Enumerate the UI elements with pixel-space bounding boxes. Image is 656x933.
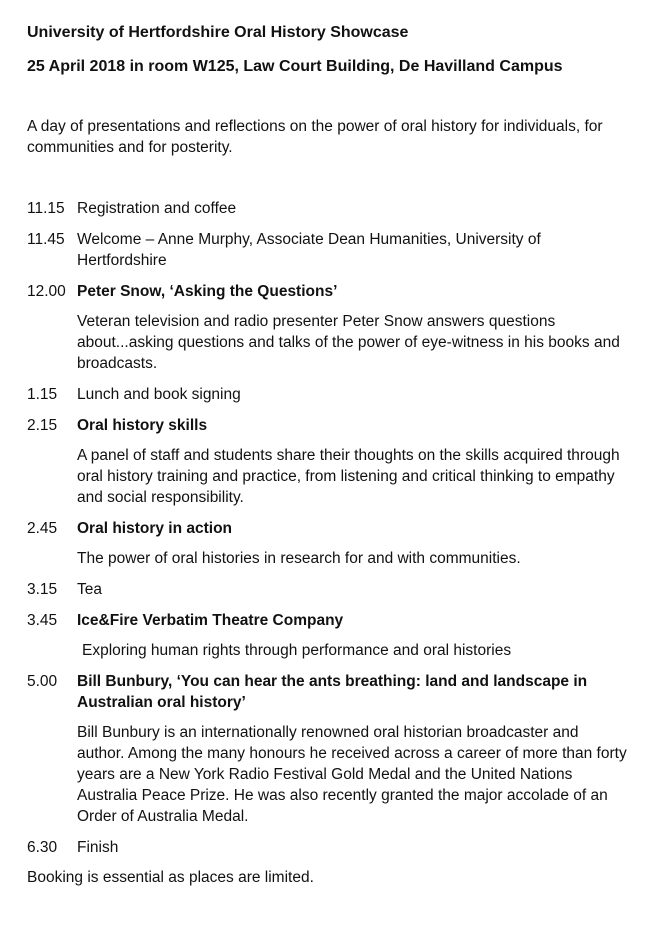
schedule-item — [27, 579, 636, 600]
schedule-title: Ice&Fire Verbatim Theatre Company — [77, 612, 344, 629]
schedule-item — [27, 229, 636, 271]
schedule-time: 2.45 — [27, 520, 58, 537]
event-date-location: 25 April 2018 in room W125, Law Court Building, De Havilland Campus — [27, 58, 563, 75]
schedule-title: Registration and coffee — [77, 200, 237, 217]
schedule-description: The power of oral histories in research for and with communities. — [77, 550, 521, 567]
schedule-description: Exploring human rights through performance and oral histories — [82, 642, 512, 659]
schedule-item — [27, 837, 636, 858]
schedule-title: Welcome – Anne Murphy, Associate Dean Humanities, University of Hertfordshire — [77, 231, 541, 269]
schedule-time: 3.45 — [27, 612, 58, 629]
schedule-time: 5.00 — [27, 673, 58, 690]
intro-paragraph: A day of presentations and reflections on the power of oral history for individuals, for communities and for posterity. — [27, 118, 603, 156]
booking-note: Booking is essential as places are limited. — [27, 869, 314, 886]
schedule-title: Oral history skills — [77, 417, 208, 434]
schedule-time: 6.30 — [27, 839, 58, 856]
schedule-title: Finish — [77, 839, 119, 856]
schedule-description: Bill Bunbury is an internationally renowned oral historian broadcaster and author. Among the many honours he received across a career of more than forty years are a New York Radio Festival Gold Medal and the United Nations Australia Peace Prize. He was also recently granted the major accolade of an Order of Australia Medal. — [77, 724, 627, 825]
schedule — [27, 198, 636, 858]
schedule-time: 1.15 — [27, 386, 58, 403]
schedule-title: Lunch and book signing — [77, 386, 241, 403]
schedule-title: Peter Snow, ‘Asking the Questions’ — [77, 283, 338, 300]
document-title: University of Hertfordshire Oral History Showcase — [27, 24, 409, 41]
schedule-item — [27, 610, 636, 631]
schedule-title: Tea — [77, 581, 102, 598]
schedule-time: 11.45 — [27, 231, 65, 248]
schedule-item — [27, 671, 636, 713]
schedule-time: 3.15 — [27, 581, 58, 598]
schedule-item — [27, 281, 636, 302]
schedule-item — [27, 198, 636, 219]
schedule-time: 12.00 — [27, 283, 66, 300]
schedule-item — [27, 518, 636, 539]
schedule-item — [27, 384, 636, 405]
schedule-item — [27, 415, 636, 436]
schedule-time: 11.15 — [27, 200, 65, 217]
schedule-title: Oral history in action — [77, 520, 233, 537]
schedule-time: 2.15 — [27, 417, 58, 434]
schedule-description: A panel of staff and students share their thoughts on the skills acquired through oral history training and practice, from listening and critical thinking to empathy and social responsibility. — [77, 447, 620, 506]
schedule-title: Bill Bunbury, ‘You can hear the ants breathing: land and landscape in Australian oral history’ — [77, 673, 588, 711]
schedule-description: Veteran television and radio presenter Peter Snow answers questions about...asking questions and talks of the power of eye-witness in his books and broadcasts. — [77, 313, 620, 372]
